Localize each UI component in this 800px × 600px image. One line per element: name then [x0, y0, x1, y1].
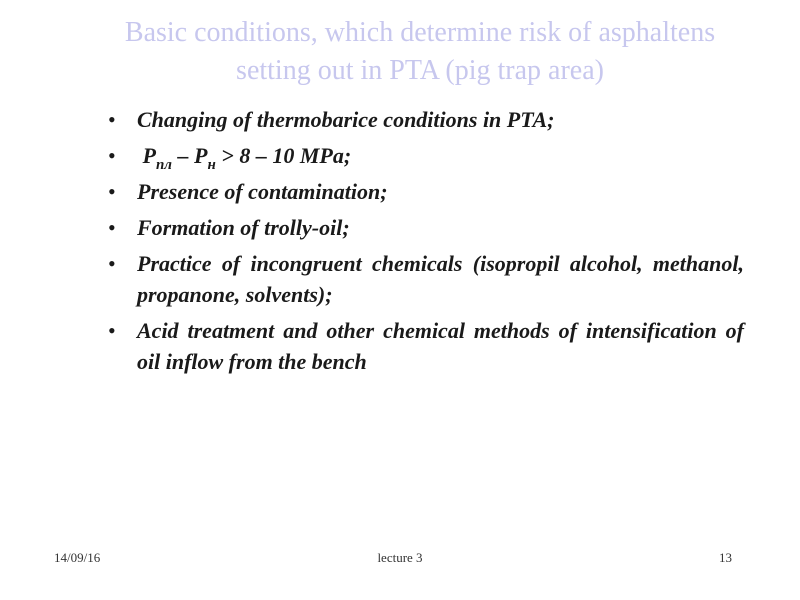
bullet-item: [108, 176, 744, 207]
bullet-text: [137, 143, 352, 173]
bullet-icon: •: [108, 179, 116, 204]
bullet-text: Formation of trolly-oil;: [137, 215, 350, 240]
bullet-text: Practice of incongruent chemicals (isopropil alcohol, methanol, propanone, solvents);: [137, 251, 744, 307]
pressure-subscript-1: пл: [155, 157, 172, 173]
bullet-icon: •: [108, 215, 116, 240]
bullet-icon: •: [108, 143, 116, 168]
bullet-list: [108, 104, 744, 382]
pressure-subscript-2: н: [207, 157, 216, 173]
bullet-icon: •: [108, 251, 116, 276]
slide-title: [80, 14, 760, 90]
footer-lecture: lecture 3: [377, 550, 423, 565]
bullet-item: [108, 248, 744, 310]
bullet-icon: •: [108, 318, 116, 343]
slide-title-line-2: setting out in PTA (pig trap area): [236, 55, 604, 86]
bullet-text: Presence of contamination;: [137, 179, 388, 204]
slide-title-line-1: Basic conditions, which determine risk of asphaltens: [124, 17, 716, 48]
bullet-icon: •: [108, 107, 116, 132]
pressure-symbol: P: [142, 143, 156, 168]
footer-page-number: 13: [719, 550, 732, 565]
bullet-item: [108, 140, 744, 171]
bullet-text: Changing of thermobarice conditions in PTA;: [137, 107, 555, 132]
pressure-minus: – P: [172, 143, 208, 168]
bullet-item: [108, 212, 744, 243]
pressure-rest: > 8 – 10 MPa;: [215, 143, 352, 168]
bullet-text: Acid treatment and other chemical methods of intensification of oil inflow from the bench: [137, 318, 744, 374]
bullet-item: [108, 104, 744, 135]
footer-date: 14/09/16: [54, 550, 101, 565]
bullet-item: [108, 315, 744, 377]
